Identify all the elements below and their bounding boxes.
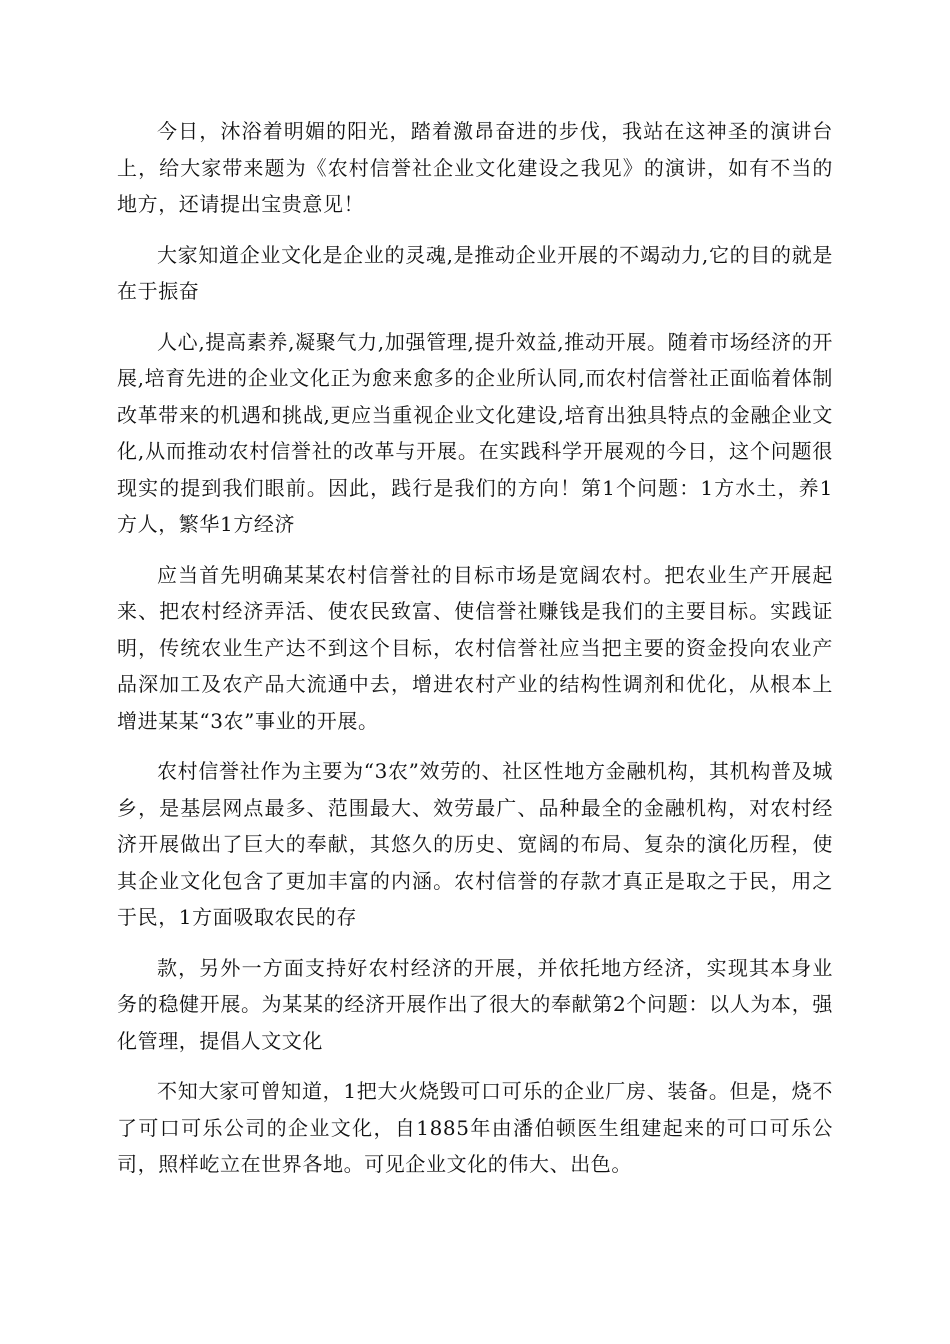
paragraph-financial-institution: 农村信誉社作为主要为“3农”效劳的、社区性地方金融机构，其机构普及城乡，是基层网点最多、范围最大、效劳最广、品种最全的金融机构，对农村经济开展做出了巨大的奉献，其悠久的历史、宽阔的布局、复杂的演化历程，使其企业文化包含了更加丰富的内涵。农村信誉的存款才真正是取之于民，用之于民，1方面吸取农民的存 <box>117 759 833 929</box>
paragraph-opening: 今日，沐浴着明媚的阳光，踏着激昂奋进的步伐，我站在这神圣的演讲台上，给大家带来题为《农村信誉社企业文化建设之我见》的演讲，如有不当的地方，还请提出宝贵意见！ <box>117 119 833 216</box>
paragraph-target-market: 应当首先明确某某农村信誉社的目标市场是宽阔农村。把农业生产开展起来、把农村经济弄活、使农民致富、使信誉社赚钱是我们的主要目标。实践证明，传统农业生产达不到这个目标，农村信誉社应当把主要的资金投向农业产品深加工及农产品大流通中去，增进农村产业的结构性调剂和优化，从根本上增进某某“3农”事业的开展。 <box>117 562 833 733</box>
paragraph-deposits: 款，另外一方面支持好农村经济的开展，并依托地方经济，实现其本身业务的稳健开展。为某某的经济开展作出了很大的奉献第2个问题：以人为本，强化管理，提倡人文文化 <box>117 955 833 1053</box>
document-body <box>117 113 833 1197</box>
paragraph-culture-soul: 大家知道企业文化是企业的灵魂,是推动企业开展的不竭动力,它的目的就是在于振奋 <box>117 242 833 303</box>
paragraph-coca-cola: 不知大家可曾知道，1把大火烧毁可口可乐的企业厂房、装备。但是，烧不了可口可乐公司的企业文化，自1885年由潘伯顿医生组建起来的可口可乐公司，照样屹立在世界各地。可见企业文化的伟大、出色。 <box>117 1079 833 1176</box>
paragraph-culture-benefits: 人心,提高素养,凝聚气力,加强管理,提升效益,推动开展。随着市场经济的开展,培育先进的企业文化正为愈来愈多的企业所认同,而农村信誉社正面临着体制改革带来的机遇和挑战,更应当重视企业文化建设,培育出独具特点的金融企业文化,从而推动农村信誉社的改革与开展。在实践科学开展观的今日，这个问题很现实的提到我们眼前。因此，践行是我们的方向！第1个问题：1方水土，养1方人，繁华1方经济 <box>117 329 833 536</box>
